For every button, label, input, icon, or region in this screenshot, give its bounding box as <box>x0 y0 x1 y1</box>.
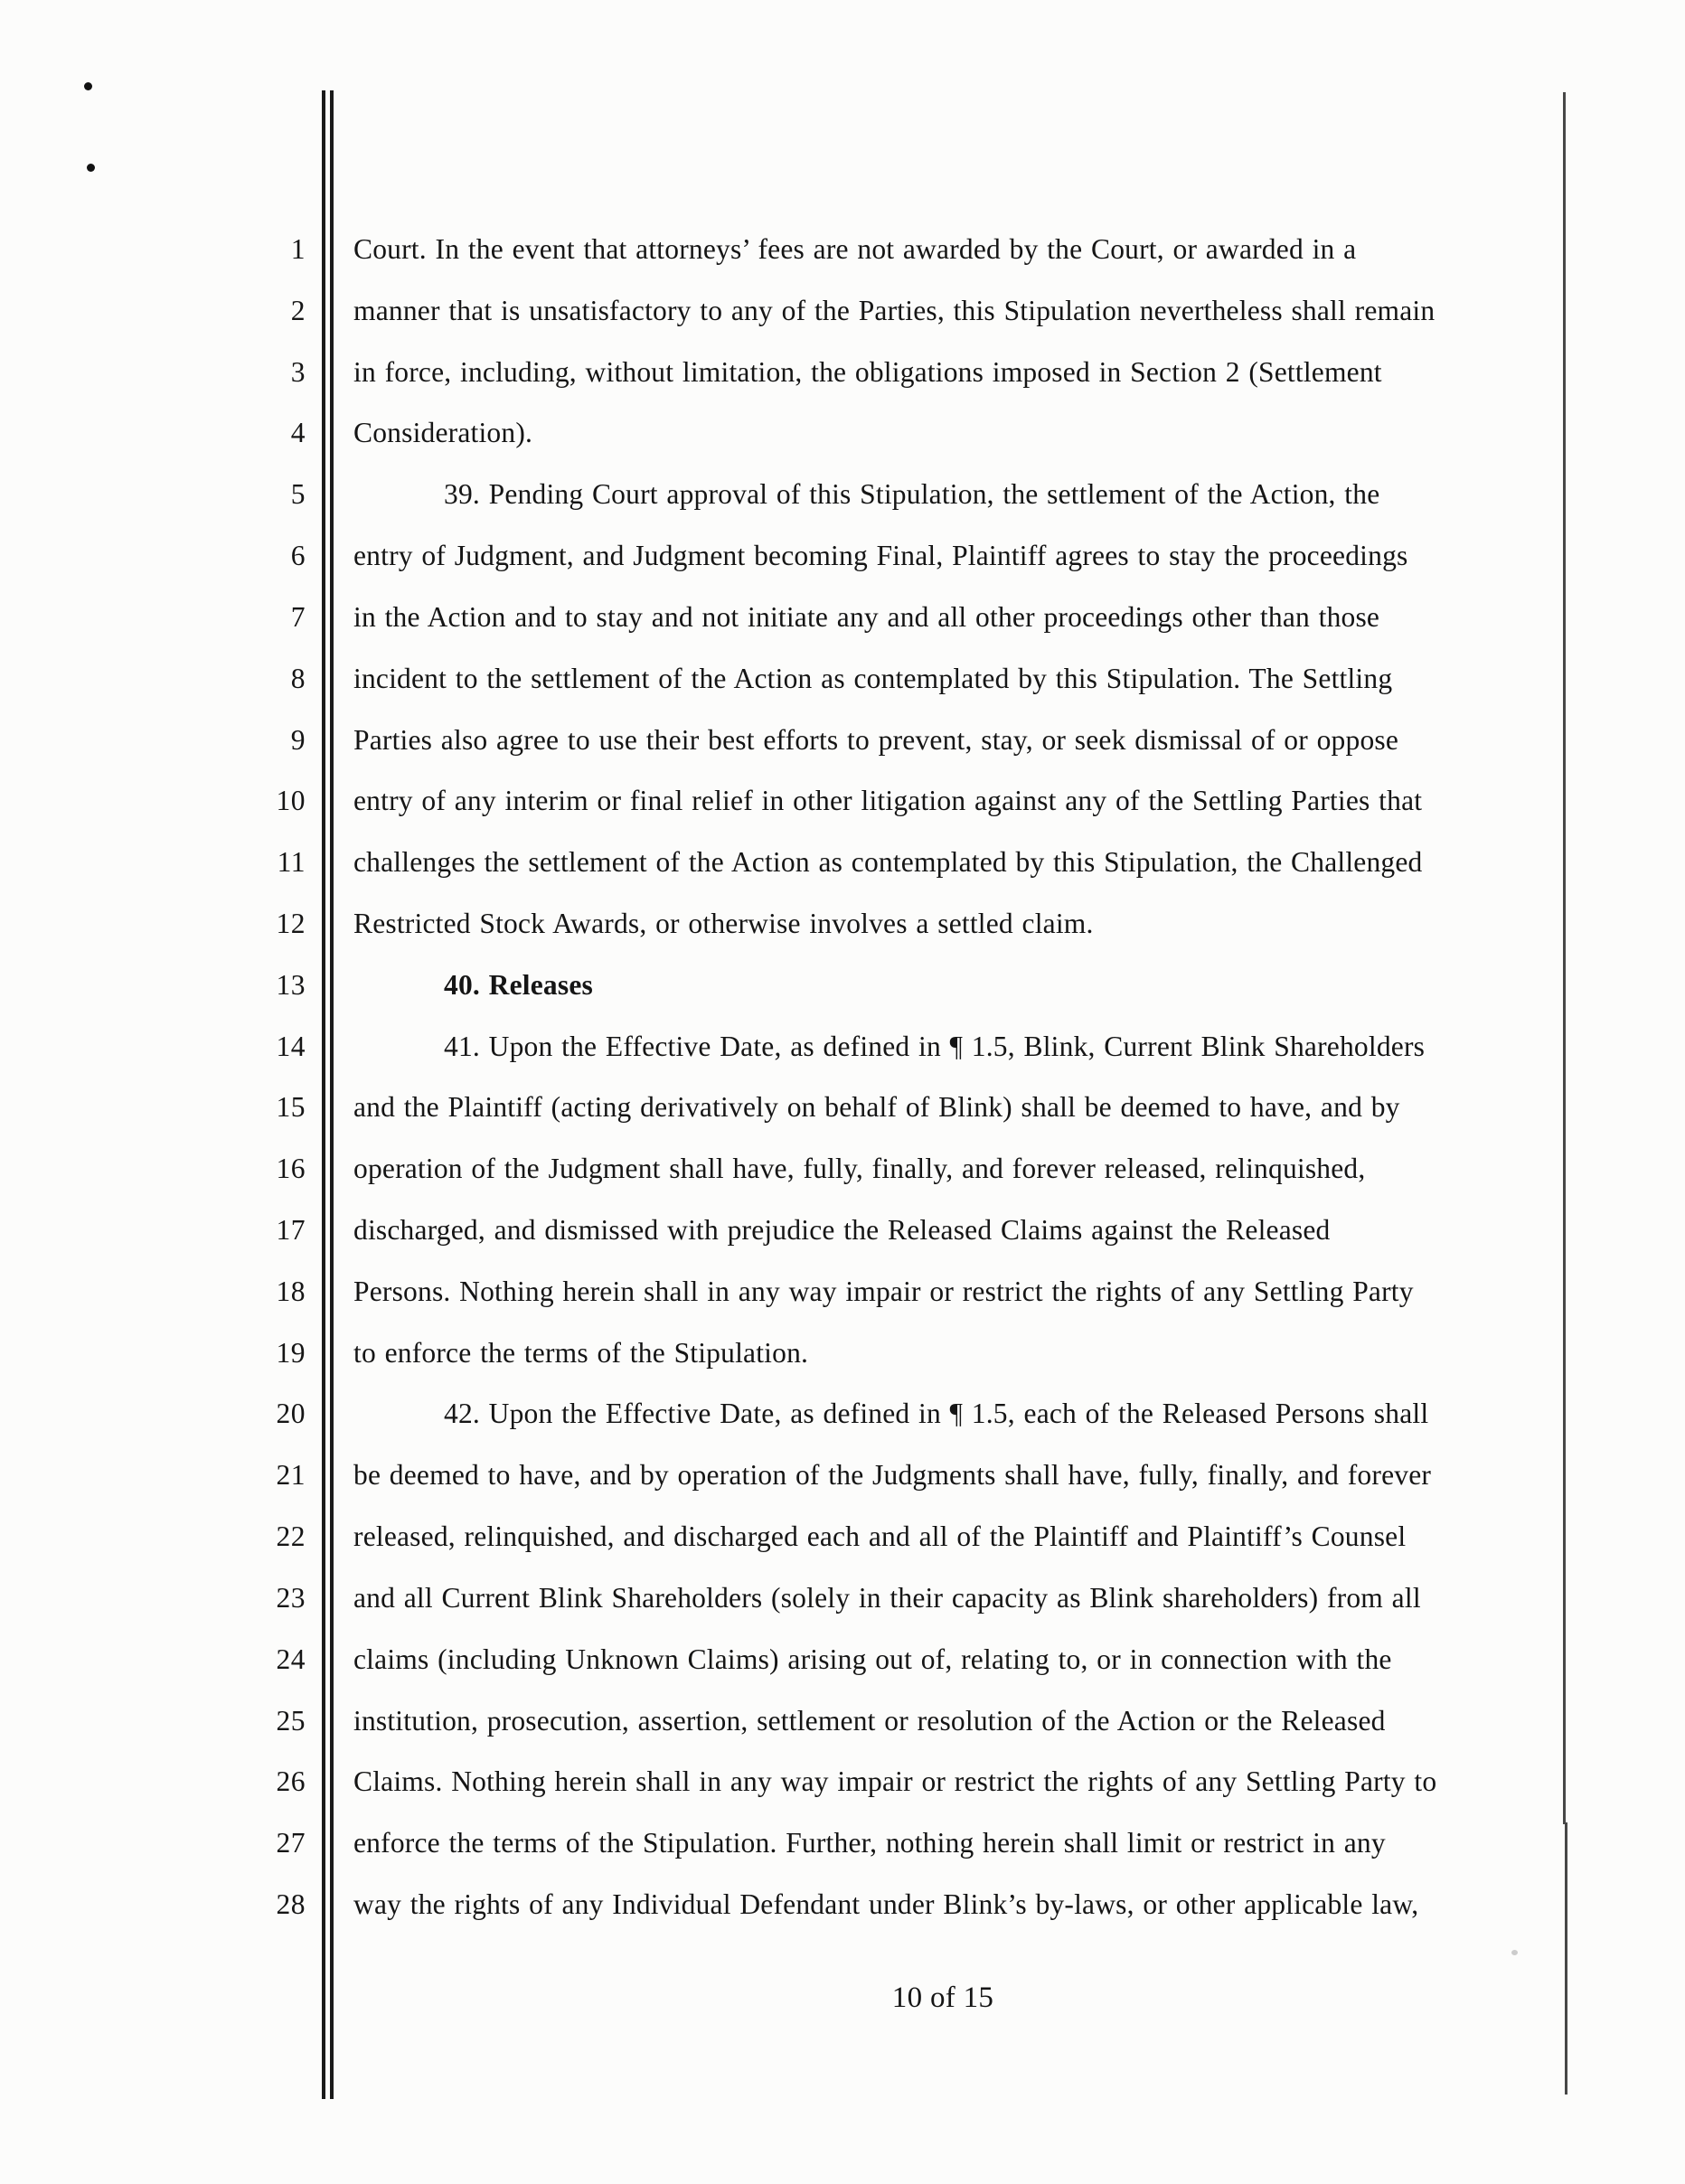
document-line <box>0 1874 1685 1935</box>
line-number: 6 <box>290 540 306 572</box>
document-line <box>0 832 1685 893</box>
line-text: and all Current Blink Shareholders (solely in their capacity as Blink shareholders) from all <box>353 1581 1421 1614</box>
line-text: Persons. Nothing herein shall in any way impair or restrict the rights of any Settling Party <box>353 1275 1414 1307</box>
line-text: Restricted Stock Awards, or otherwise involves a settled claim. <box>353 907 1094 939</box>
line-text: entry of Judgment, and Judgment becoming Final, Plaintiff agrees to stay the proceedings <box>353 540 1408 572</box>
line-number: 21 <box>276 1459 306 1492</box>
line-text: 40. Releases <box>444 968 593 1001</box>
document-line <box>0 1200 1685 1261</box>
line-text: 39. Pending Court approval of this Stipulation, the settlement of the Action, the <box>444 478 1380 511</box>
line-number: 23 <box>276 1581 306 1614</box>
scan-speck-dot <box>84 82 92 90</box>
document-line <box>0 342 1685 403</box>
line-number: 10 <box>276 785 306 817</box>
line-number: 11 <box>277 846 306 879</box>
line-text: way the rights of any Individual Defendant under Blink’s by-laws, or other applicable law, <box>353 1887 1419 1920</box>
document-line <box>0 1261 1685 1323</box>
line-number: 16 <box>276 1153 306 1185</box>
line-number: 4 <box>290 417 306 449</box>
line-number: 14 <box>276 1030 306 1062</box>
document-line <box>0 1812 1685 1874</box>
line-number: 2 <box>290 294 306 326</box>
line-text: enforce the terms of the Stipulation. Further, nothing herein shall limit or restrict in any <box>353 1827 1386 1859</box>
document-line <box>0 770 1685 832</box>
line-text: 42. Upon the Effective Date, as defined in ¶ 1.5, each of the Released Persons shall <box>444 1398 1429 1430</box>
document-line-section-heading <box>0 955 1685 1016</box>
line-number: 7 <box>290 600 306 633</box>
line-text: be deemed to have, and by operation of the Judgments shall have, fully, finally, and forever <box>353 1459 1432 1492</box>
document-line <box>0 587 1685 648</box>
line-number: 22 <box>276 1520 306 1553</box>
line-number: 15 <box>276 1091 306 1124</box>
document-line <box>0 1383 1685 1445</box>
document-line <box>0 1629 1685 1690</box>
line-text: Claims. Nothing herein shall in any way impair or restrict the rights of any Settling Party to <box>353 1765 1437 1798</box>
line-number: 8 <box>290 662 306 694</box>
line-text: Parties also agree to use their best efforts to prevent, stay, or seek dismissal of or oppose <box>353 723 1399 756</box>
document-line <box>0 1138 1685 1200</box>
line-number: 25 <box>276 1704 306 1737</box>
line-number: 28 <box>276 1887 306 1920</box>
line-number: 17 <box>276 1214 306 1246</box>
line-text: in force, including, without limitation, the obligations imposed in Section 2 (Settlement <box>353 355 1382 388</box>
document-line <box>0 1323 1685 1384</box>
document-line <box>0 280 1685 342</box>
line-number: 19 <box>276 1336 306 1369</box>
line-text: challenges the settlement of the Action as contemplated by this Stipulation, the Challenged <box>353 846 1423 879</box>
document-line <box>0 402 1685 464</box>
document-line <box>0 1445 1685 1506</box>
line-number: 9 <box>290 723 306 756</box>
line-number: 27 <box>276 1827 306 1859</box>
line-number: 24 <box>276 1643 306 1675</box>
line-text: and the Plaintiff (acting derivatively on behalf of Blink) shall be deemed to have, and by <box>353 1091 1400 1124</box>
document-body <box>0 219 1685 1935</box>
line-text: operation of the Judgment shall have, fully, finally, and forever released, relinquished, <box>353 1153 1366 1185</box>
line-number: 5 <box>290 478 306 511</box>
line-text: Court. In the event that attorneys’ fees are not awarded by the Court, or awarded in a <box>353 233 1357 265</box>
document-line <box>0 1567 1685 1629</box>
document-line <box>0 1690 1685 1752</box>
document-line <box>0 1016 1685 1078</box>
line-text: discharged, and dismissed with prejudice the Released Claims against the Released <box>353 1214 1331 1246</box>
page-number-indicator: 10 of 15 <box>891 1982 994 2014</box>
line-text: 41. Upon the Effective Date, as defined in ¶ 1.5, Blink, Current Blink Shareholders <box>444 1030 1426 1062</box>
scan-speck-faint <box>1511 1950 1518 1955</box>
line-text: manner that is unsatisfactory to any of the Parties, this Stipulation nevertheless shall remain <box>353 294 1436 326</box>
line-number: 20 <box>276 1398 306 1430</box>
document-line <box>0 1077 1685 1138</box>
line-number: 18 <box>276 1275 306 1307</box>
document-line <box>0 219 1685 280</box>
document-line <box>0 525 1685 587</box>
line-number: 26 <box>276 1765 306 1798</box>
document-line <box>0 464 1685 525</box>
line-text: in the Action and to stay and not initiate any and all other proceedings other than those <box>353 600 1380 633</box>
line-text: institution, prosecution, assertion, settlement or resolution of the Action or the Released <box>353 1704 1386 1737</box>
document-line <box>0 710 1685 771</box>
document-line <box>0 1751 1685 1812</box>
line-number: 1 <box>290 233 306 265</box>
line-number: 13 <box>276 968 306 1001</box>
line-number: 3 <box>290 355 306 388</box>
line-text: Consideration). <box>353 417 533 449</box>
document-line <box>0 648 1685 710</box>
line-text: entry of any interim or final relief in other litigation against any of the Settling Parties that <box>353 785 1423 817</box>
scan-speck-dot <box>87 164 95 172</box>
line-text: to enforce the terms of the Stipulation. <box>353 1336 809 1369</box>
line-text: released, relinquished, and discharged each and all of the Plaintiff and Plaintiff’s Counsel <box>353 1520 1407 1553</box>
document-line <box>0 1506 1685 1567</box>
line-text: claims (including Unknown Claims) arising out of, relating to, or in connection with the <box>353 1643 1392 1675</box>
document-line <box>0 893 1685 955</box>
line-number: 12 <box>276 907 306 939</box>
line-text: incident to the settlement of the Action as contemplated by this Stipulation. The Settling <box>353 662 1393 694</box>
